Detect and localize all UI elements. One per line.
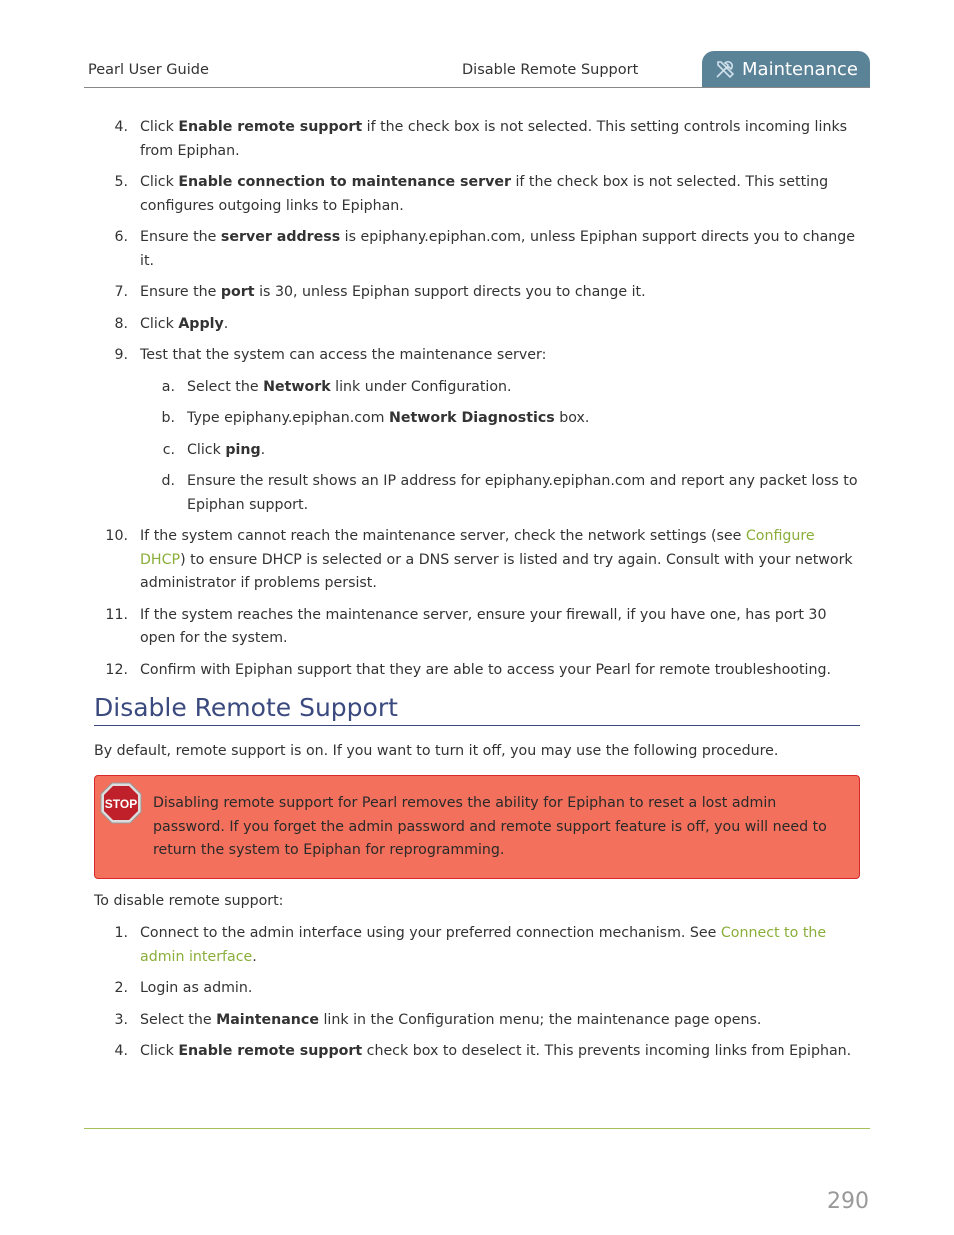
list-item xyxy=(0,1040,860,1064)
page-number: 290 xyxy=(827,1189,869,1214)
list-item xyxy=(0,313,860,337)
sub-steps-list xyxy=(140,376,860,518)
to-disable-label: To disable remote support: xyxy=(94,893,284,909)
ui-term: Network xyxy=(263,378,331,395)
section-heading: Disable Remote Support xyxy=(94,693,860,726)
list-item xyxy=(0,604,860,651)
step-text: Click xyxy=(140,174,179,190)
item-number: 4. xyxy=(114,119,128,135)
step-text: check box to deselect it. This prevents incoming links from Epiphan. xyxy=(362,1043,852,1059)
list-item xyxy=(0,281,860,305)
list-item xyxy=(0,922,860,969)
item-number: 5. xyxy=(114,174,128,190)
item-number: 7. xyxy=(114,284,128,300)
item-number: 1. xyxy=(114,925,128,941)
intro-paragraph: By default, remote support is on. If you want to turn it off, you may use the following procedure. xyxy=(94,743,779,759)
step-text: . xyxy=(252,948,257,965)
step-text: Click xyxy=(140,1043,179,1059)
footer-divider xyxy=(84,1128,870,1129)
list-item xyxy=(0,344,860,517)
step-text: Click xyxy=(140,315,179,332)
header-divider xyxy=(84,87,870,88)
list-item xyxy=(0,171,860,218)
warning-box xyxy=(94,775,860,879)
item-number: 8. xyxy=(114,315,128,332)
step-text: is 30, unless Epiphan support directs you to change it. xyxy=(254,284,646,300)
step-text: Select the xyxy=(140,1011,217,1028)
ui-term: Enable connection to maintenance server xyxy=(178,174,511,190)
step-text: Login as admin. xyxy=(140,980,253,996)
step-text: . xyxy=(260,441,266,458)
item-number: c. xyxy=(162,441,175,458)
step-text: . xyxy=(223,315,229,332)
warning-text: Disabling remote support for Pearl removes the ability for Epiphan to reset a lost admin password. If you forget the admin password and remote support feature is off, you will need to return the system to Epiphan for reprogramming. xyxy=(153,795,827,858)
item-number: 9. xyxy=(114,347,128,363)
header-section-title: Disable Remote Support xyxy=(462,62,639,78)
tools-icon xyxy=(714,58,736,80)
step-text: Ensure the xyxy=(140,284,221,300)
ui-term: Maintenance xyxy=(216,1011,319,1028)
svg-text:STOP: STOP xyxy=(104,797,138,811)
list-item xyxy=(140,376,867,400)
step-text: ) to ensure DHCP is selected or a DNS server is listed and try again. Consult with your network administrator if problems persist. xyxy=(140,551,853,591)
step-text: If the system cannot reach the maintenance server, check the network settings (see xyxy=(140,528,746,544)
item-number: 6. xyxy=(114,229,128,245)
ui-term: Apply xyxy=(178,315,224,332)
step-text: Select the xyxy=(187,378,264,395)
list-item xyxy=(0,659,860,683)
step-text: Connect to the admin interface using your preferred connection mechanism. See xyxy=(140,925,721,941)
list-item xyxy=(0,116,860,163)
list-item xyxy=(0,226,860,273)
step-text: if the check box is not selected. This setting controls incoming links from Epiphan. xyxy=(140,119,848,159)
ui-term: port xyxy=(220,284,255,300)
item-number: 3. xyxy=(114,1011,128,1028)
steps-list-bottom xyxy=(0,922,954,1072)
ui-term: Enable remote support xyxy=(178,119,363,135)
step-text: Ensure the xyxy=(140,229,221,245)
item-number: d. xyxy=(161,473,175,489)
cross-reference-link[interactable]: Connect to the admin interface xyxy=(140,925,827,965)
step-text: If the system reaches the maintenance server, ensure your firewall, if you have one, has port 30 open for the system. xyxy=(140,606,827,646)
maintenance-tab[interactable] xyxy=(702,51,870,87)
step-text: Confirm with Epiphan support that they are able to access your Pearl for remote troubleshooting. xyxy=(140,661,831,678)
ui-term: Enable remote support xyxy=(178,1043,363,1059)
ui-term: Network Diagnostics xyxy=(389,410,555,426)
item-number: 10. xyxy=(105,528,128,544)
ui-term: ping xyxy=(225,441,261,458)
step-text: is epiphany.epiphan.com, unless Epiphan support directs you to change it. xyxy=(140,229,855,269)
step-text: link in the Configuration menu; the maintenance page opens. xyxy=(318,1011,762,1028)
cross-reference-link[interactable]: Configure DHCP xyxy=(140,528,815,568)
item-number: b. xyxy=(161,410,175,426)
step-text: Click xyxy=(187,441,226,458)
stop-sign-icon xyxy=(99,781,143,825)
list-item xyxy=(140,407,867,431)
item-number: a. xyxy=(161,378,175,395)
step-text: Click xyxy=(140,119,179,135)
item-number: 12. xyxy=(105,661,128,678)
item-number: 11. xyxy=(105,606,128,623)
item-number: 4. xyxy=(114,1043,128,1059)
step-text: box. xyxy=(554,410,590,426)
list-item xyxy=(140,470,867,517)
ui-term: server address xyxy=(220,229,341,245)
step-text: link under Configuration. xyxy=(330,378,512,395)
list-item xyxy=(0,1009,860,1033)
step-text: Type epiphany.epiphan.com xyxy=(187,410,390,426)
list-item xyxy=(0,525,860,596)
step-text: Ensure the result shows an IP address for epiphany.epiphan.com and report any packet loss to Epiphan support. xyxy=(187,473,858,513)
maintenance-tab-label: Maintenance xyxy=(742,58,858,80)
step-text: if the check box is not selected. This setting configures outgoing links to Epiphan. xyxy=(140,174,829,214)
list-item xyxy=(0,977,860,1001)
step-text: Test that the system can access the maintenance server: xyxy=(140,347,547,363)
item-number: 2. xyxy=(114,980,128,996)
header-guide-title: Pearl User Guide xyxy=(88,62,209,78)
list-item xyxy=(140,439,867,463)
steps-list-top xyxy=(0,116,954,690)
